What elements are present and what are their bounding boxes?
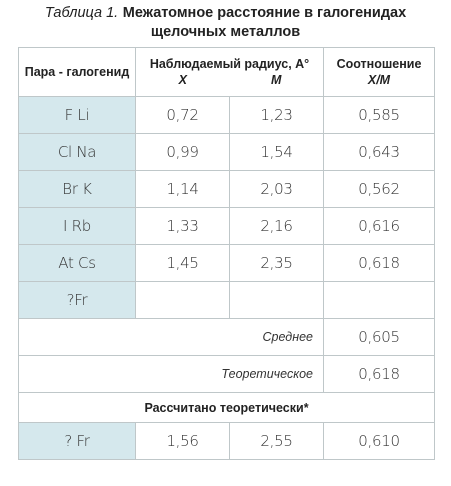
cell-x: 0,99 — [136, 134, 230, 171]
calculated-m: 2,55 — [230, 423, 324, 460]
table-row — [19, 134, 435, 171]
header-pair: Пара - галогенид — [19, 48, 136, 97]
cell-pair: F Li — [19, 97, 136, 134]
cell-m: 2,35 — [230, 245, 324, 282]
header-radius-label: Наблюдаемый радиус, A° — [149, 57, 310, 71]
calculated-pair: ? Fr — [19, 423, 136, 460]
table-row — [19, 97, 435, 134]
header-ratio — [324, 48, 435, 97]
cell-pair: I Rb — [19, 208, 136, 245]
cell-m: 2,16 — [230, 208, 324, 245]
cell-pair: Cl Na — [19, 134, 136, 171]
cell-pair: ?Fr — [19, 282, 136, 319]
average-value: 0,605 — [324, 319, 435, 356]
table-row — [19, 245, 435, 282]
cell-ratio: 0,643 — [324, 134, 435, 171]
header-ratio-label: Соотношение — [336, 57, 422, 71]
calculated-ratio: 0,610 — [324, 423, 435, 460]
header-x: X — [178, 73, 187, 87]
table-row — [19, 171, 435, 208]
cell-pair: Br K — [19, 171, 136, 208]
cell-x: 1,45 — [136, 245, 230, 282]
average-label: Среднее — [19, 319, 324, 356]
calculated-row — [19, 423, 435, 460]
average-row — [19, 319, 435, 356]
table-caption — [0, 4, 451, 42]
caption-label: Таблица 1. — [44, 5, 119, 21]
header-radius — [136, 48, 324, 97]
cell-pair: At Cs — [19, 245, 136, 282]
table-row — [19, 282, 435, 319]
cell-x: 0,72 — [136, 97, 230, 134]
cell-ratio: 0,616 — [324, 208, 435, 245]
cell-x: 1,14 — [136, 171, 230, 208]
cell-ratio: 0,562 — [324, 171, 435, 208]
cell-m: 2,03 — [230, 171, 324, 208]
header-row — [19, 48, 435, 97]
cell-ratio: 0,585 — [324, 97, 435, 134]
theoretical-row — [19, 356, 435, 393]
calculated-x: 1,56 — [136, 423, 230, 460]
theoretical-label: Теоретическое — [19, 356, 324, 393]
cell-m: 1,54 — [230, 134, 324, 171]
halide-distance-table — [18, 47, 435, 460]
cell-ratio — [324, 282, 435, 319]
header-m: M — [271, 73, 282, 87]
cell-m: 1,23 — [230, 97, 324, 134]
cell-x: 1,33 — [136, 208, 230, 245]
header-ratio-sub: X/M — [367, 73, 391, 87]
calculated-heading: Рассчитано теоретически* — [19, 393, 435, 423]
table-row — [19, 208, 435, 245]
caption-title-line-2: щелочных металлов — [150, 24, 301, 40]
theoretical-value: 0,618 — [324, 356, 435, 393]
cell-m — [230, 282, 324, 319]
cell-x — [136, 282, 230, 319]
caption-line-1 — [0, 4, 451, 23]
calculated-heading-row — [19, 393, 435, 423]
caption-title-line-1: Межатомное расстояние в галогенидах — [122, 5, 407, 21]
cell-ratio: 0,618 — [324, 245, 435, 282]
